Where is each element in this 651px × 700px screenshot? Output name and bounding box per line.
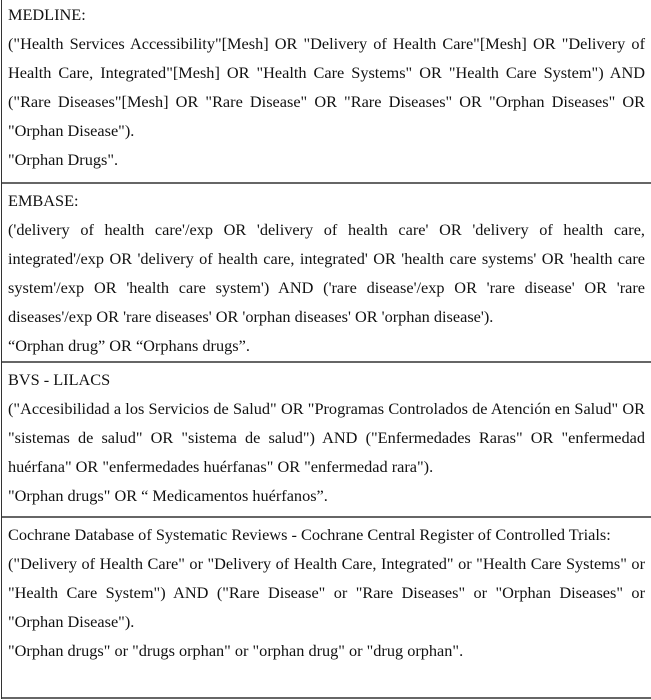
table-row-cochrane <box>2 518 651 699</box>
table-row-embase <box>2 184 651 363</box>
drug-terms: "Orphan drugs" OR “ Medicamentos huérfanos”. <box>8 486 328 505</box>
search-strategy-table <box>1 0 651 699</box>
table-row-medline <box>2 0 651 184</box>
search-query: ("Delivery of Health Care" or "Delivery of Health Care, Integrated" or "Health Care Systems" or "Health Care System") AND ("Rare Disease" or "Rare Diseases" or "Orphan Diseases" or "Orphan Disease"). <box>8 554 645 631</box>
database-name: Cochrane Database of Systematic Reviews - Cochrane Central Register of Controlled Trials: <box>8 525 611 544</box>
drug-terms: "Orphan Drugs". <box>8 150 119 169</box>
search-query: ("Accesibilidad a los Servicios de Salud" OR "Programas Controlados de Atención en Salud" OR "sistemas de salud" OR "sistema de salud") AND ("Enfermedades Raras" OR "enfermedad huérfana" OR "enfermedades huérfanas" OR "enfermedad rara"). <box>8 399 645 476</box>
drug-terms: "Orphan drugs" or "drugs orphan" or "orphan drug" or "drug orphan". <box>8 641 464 660</box>
search-query: ('delivery of health care'/exp OR 'delivery of health care' OR 'delivery of health care, integrated'/exp OR 'delivery of health care, integrated' OR 'health care systems' OR 'health care system'/exp OR 'health care system') AND ('rare disease'/exp OR 'rare disease' OR 'rare diseases'/exp OR 'rare diseases' OR 'orphan diseases' OR 'orphan disease'). <box>8 220 645 326</box>
database-name: EMBASE: <box>8 191 79 210</box>
database-name: MEDLINE: <box>8 5 86 24</box>
database-name: BVS - LILACS <box>8 370 111 389</box>
search-query: ("Health Services Accessibility"[Mesh] OR "Delivery of Health Care"[Mesh] OR "Delivery of Health Care, Integrated"[Mesh] OR "Health Care Systems" OR "Health Care System") AND ("Rare Diseases"[Mesh] OR "Rare Disease" OR "Rare Diseases" OR "Orphan Diseases" OR "Orphan Disease"). <box>8 34 645 140</box>
drug-terms: “Orphan drug” OR “Orphans drugs”. <box>8 336 250 355</box>
table-row-bvs-lilacs <box>2 363 651 518</box>
